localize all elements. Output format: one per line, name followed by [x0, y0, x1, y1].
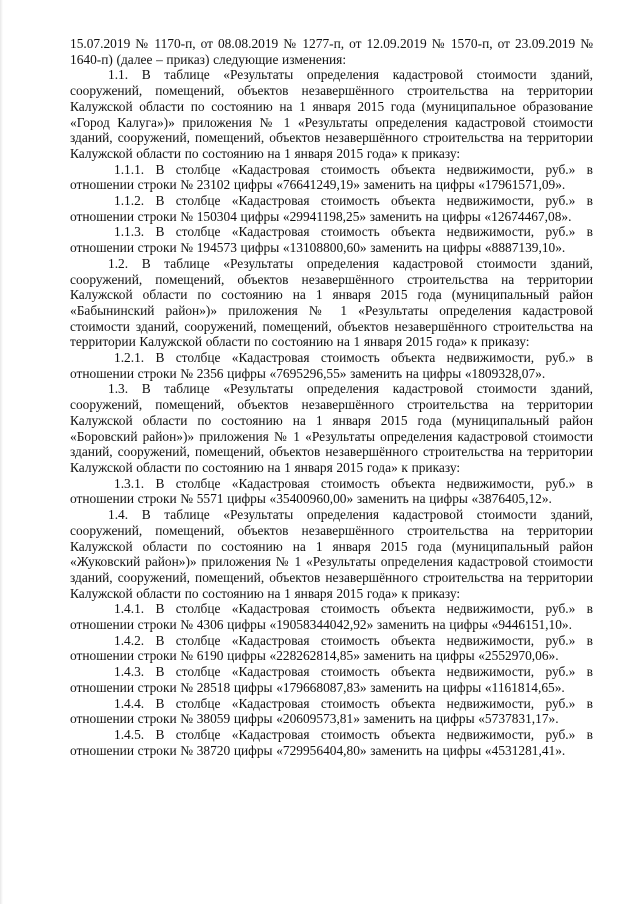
item-1-3: 1.3. В таблице «Результаты определения кадастровой стоимости зданий, сооружений, помещений, объектов незавершённого строительства на территории Калужской области по состоянию на 1 января 2015 года (муниципальный район «Боровский район»)» приложения № 1 «Результаты определения кадастровой стоимости зданий, сооружений, помещений, объектов незавершённого строительства на территории Калужской области по состоянию на 1 января 2015 года» к приказу:	[70, 381, 593, 475]
item-1-4: 1.4. В таблице «Результаты определения кадастровой стоимости зданий, сооружений, помещений, объектов незавершённого строительства на территории Калужской области по состоянию на 1 января 2015 года (муниципальный район «Жуковский район»)» приложения № 1 «Результаты определения кадастровой стоимости зданий, сооружений, помещений, объектов незавершённого строительства на территории Калужской области по состоянию на 1 января 2015 года» к приказу:	[70, 507, 593, 601]
item-1-3-1: 1.3.1. В столбце «Кадастровая стоимость объекта недвижимости, руб.» в отношении строки № 5571 цифры «35400960,00» заменить на цифры «3876405,12».	[70, 475, 593, 507]
item-1-4-4: 1.4.4. В столбце «Кадастровая стоимость объекта недвижимости, руб.» в отношении строки № 38059 цифры «20609573,81» заменить на цифры «5737831,17».	[70, 695, 593, 727]
item-1-4-1: 1.4.1. В столбце «Кадастровая стоимость объекта недвижимости, руб.» в отношении строки № 4306 цифры «19058344042,92» заменить на цифры «9446151,10».	[70, 601, 593, 633]
item-1-4-5: 1.4.5. В столбце «Кадастровая стоимость объекта недвижимости, руб.» в отношении строки № 38720 цифры «729956404,80» заменить на цифры «4531281,41».	[70, 726, 593, 758]
item-1-1-1: 1.1.1. В столбце «Кадастровая стоимость объекта недвижимости, руб.» в отношении строки № 23102 цифры «76641249,19» заменить на цифры «17961571,09».	[70, 161, 593, 193]
item-1-1: 1.1. В таблице «Результаты определения кадастровой стоимости зданий, сооружений, помещений, объектов незавершённого строительства на территории Калужской области по состоянию на 1 января 2015 года (муниципальное образование «Город Калуга»)» приложения № 1 «Результаты определения кадастровой стоимости зданий, сооружений, помещений, объектов незавершённого строительства на территории Калужской области по состоянию на 1 января 2015 года» к приказу:	[70, 67, 593, 161]
item-1-2-1: 1.2.1. В столбце «Кадастровая стоимость объекта недвижимости, руб.» в отношении строки № 2356 цифры «7695296,55» заменить на цифры «1809328,07».	[70, 350, 593, 381]
item-1-1-3: 1.1.3. В столбце «Кадастровая стоимость объекта недвижимости, руб.» в отношении строки № 194573 цифры «13108800,60» заменить на цифры «8887139,10».	[70, 224, 593, 256]
item-1-4-3: 1.4.3. В столбце «Кадастровая стоимость объекта недвижимости, руб.» в отношении строки № 28518 цифры «179668087,83» заменить на цифры «1161814,65».	[70, 664, 593, 695]
scan-edge-shadow	[0, 0, 3, 904]
intro-paragraph: 15.07.2019 № 1170-п, от 08.08.2019 № 1277-п, от 12.09.2019 № 1570-п, от 23.09.2019 № 1640-п) (далее – приказ) следующие изменения:	[70, 36, 593, 67]
item-1-4-2: 1.4.2. В столбце «Кадастровая стоимость объекта недвижимости, руб.» в отношении строки № 6190 цифры «228262814,85» заменить на цифры «2552970,06».	[70, 632, 593, 664]
item-1-1-2: 1.1.2. В столбце «Кадастровая стоимость объекта недвижимости, руб.» в отношении строки № 150304 цифры «29941198,25» заменить на цифры «12674467,08».	[70, 193, 593, 224]
item-1-2: 1.2. В таблице «Результаты определения кадастровой стоимости зданий, сооружений, помещений, объектов незавершённого строительства на территории Калужской области по состоянию на 1 января 2015 года (муниципальный район «Бабынинский район»)» приложения № 1 «Результаты определения кадастровой стоимости зданий, сооружений, помещений, объектов незавершённого строительства на территории Калужской области по состоянию на 1 января 2015 года» к приказу:	[70, 255, 593, 350]
